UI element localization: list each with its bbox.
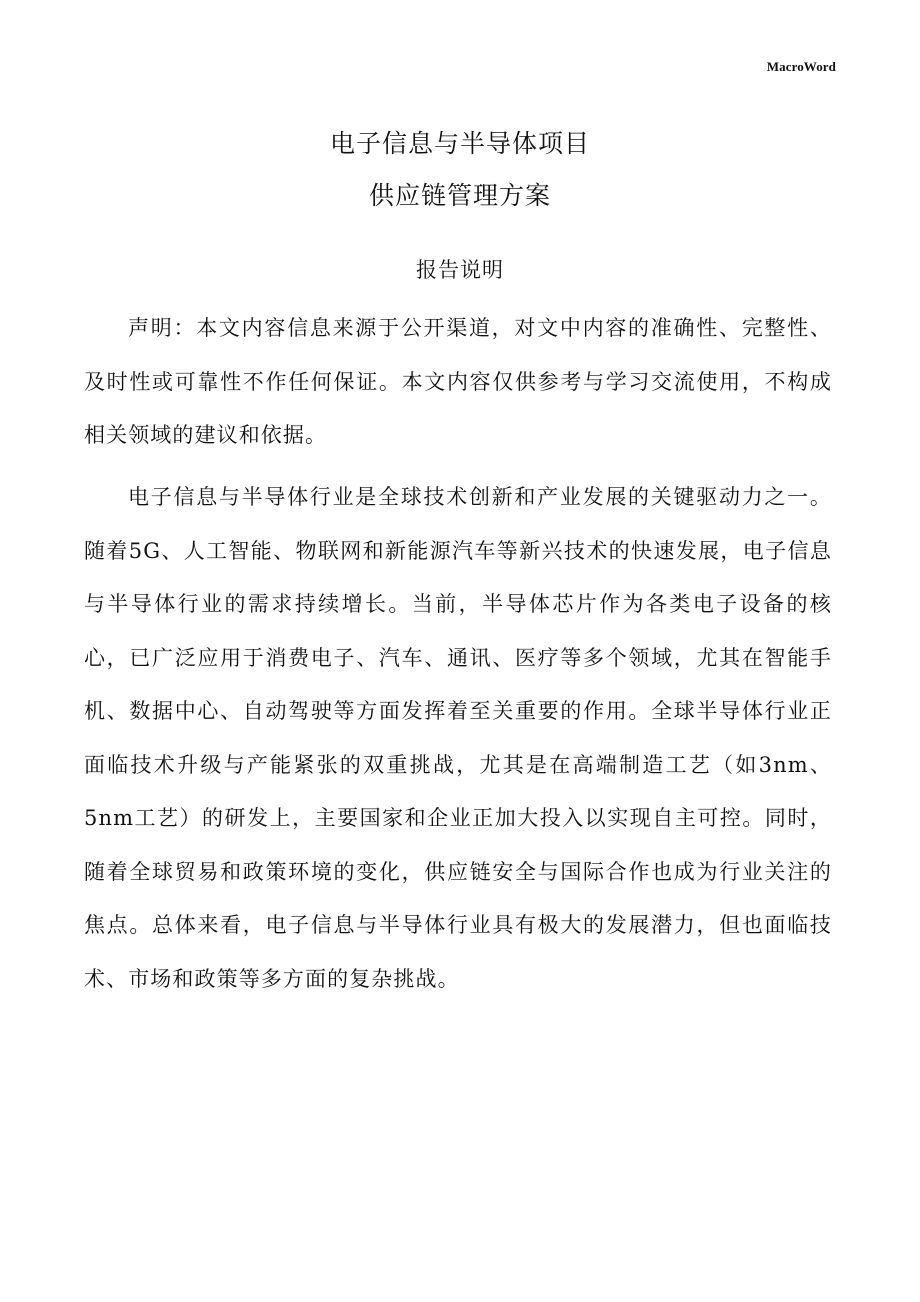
header-brand: MacroWord: [766, 59, 836, 74]
title-line-1: 电子信息与半导体项目: [329, 129, 590, 158]
document-title: [0, 118, 920, 222]
section-heading: 报告说明: [416, 258, 504, 282]
disclaimer-paragraph: 声明：本文内容信息来源于公开渠道，对文中内容的准确性、完整性、及时性或可靠性不作任何保证。本文内容仅供参考与学习交流使用，不构成相关领域的建议和依据。: [84, 316, 832, 447]
title-line-2: 供应链管理方案: [368, 181, 551, 210]
intro-paragraph: 电子信息与半导体行业是全球技术创新和产业发展的关键驱动力之一。随着5G、人工智能、物联网和新能源汽车等新兴技术的快速发展，电子信息与半导体行业的需求持续增长。当前，半导体芯片作为各类电子设备的核心，已广泛应用于消费电子、汽车、通讯、医疗等多个领域，尤其在智能手机、数据中心、自动驾驶等方面发挥着至关重要的作用。全球半导体行业正面临技术升级与产能紧张的双重挑战，尤其是在高端制造工艺（如3nm、5nm工艺）的研发上，主要国家和企业正加大投入以实现自主可控。同时，随着全球贸易和政策环境的变化，供应链安全与国际合作也成为行业关注的焦点。总体来看，电子信息与半导体行业具有极大的发展潜力，但也面临技术、市场和政策等多方面的复杂挑战。: [84, 485, 832, 991]
